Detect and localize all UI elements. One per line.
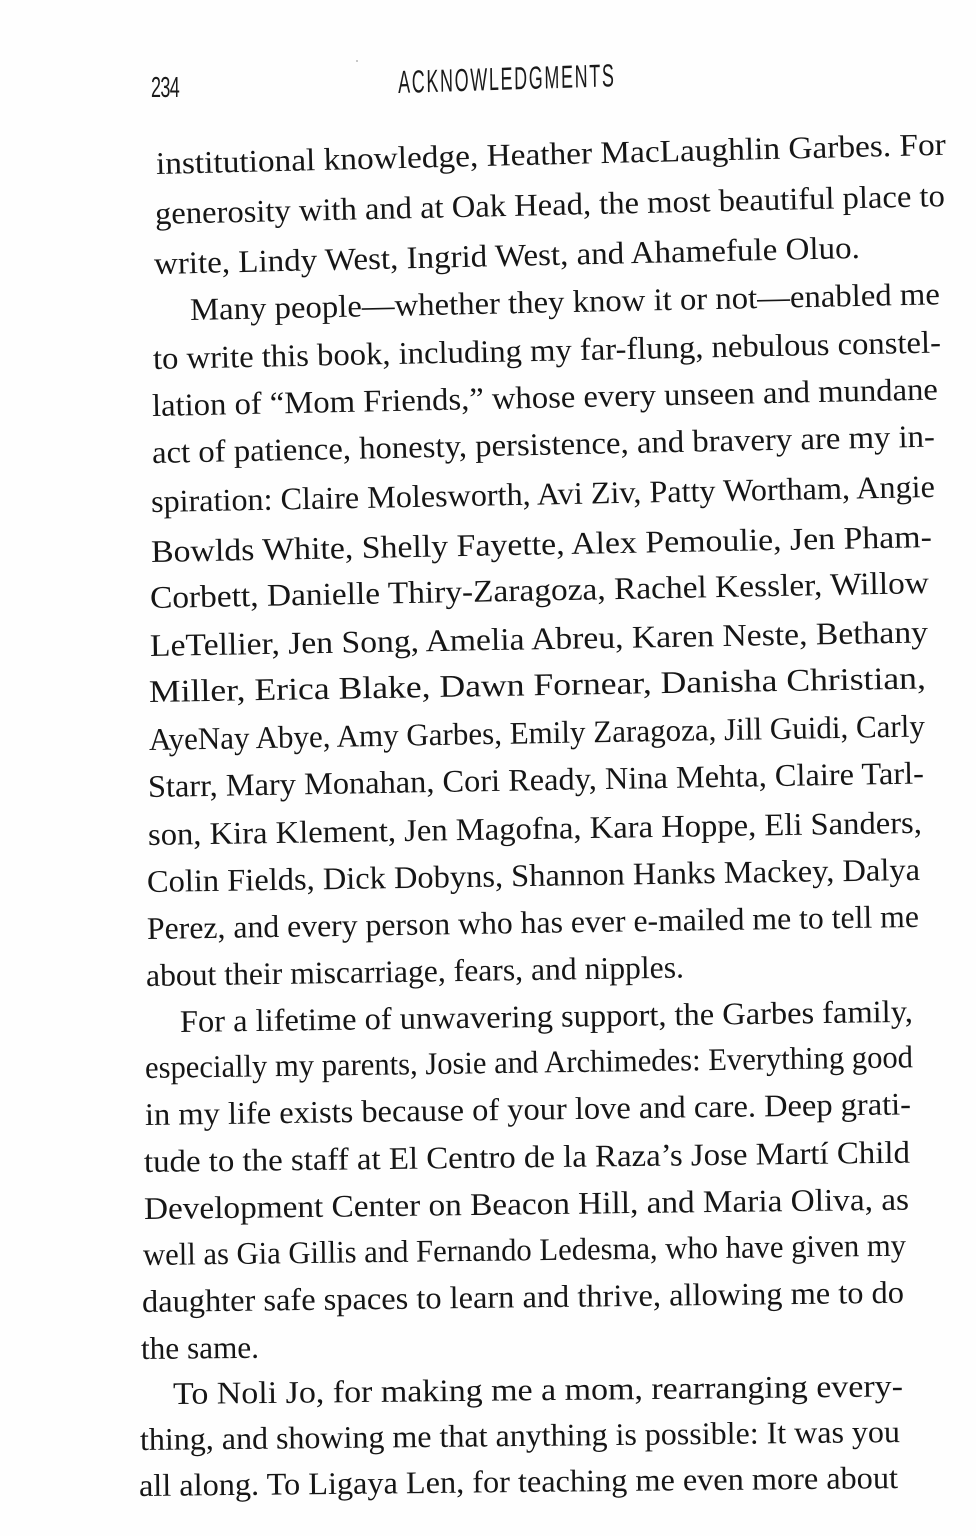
text-line: the same.	[140, 1329, 260, 1366]
text-line: institutional knowledge, Heather MacLaughlin Garbes. For	[155, 126, 947, 181]
scan-speck	[356, 60, 358, 62]
text-line: Development Center on Beacon Hill, and Maria Oliva, as	[143, 1181, 910, 1226]
text-line: act of patience, honesty, persistence, and bravery are my in-	[151, 418, 936, 470]
text-line: especially my parents, Josie and Archimedes: Everything good	[144, 1039, 914, 1085]
text-line: Corbett, Danielle Thiry-Zaragoza, Rachel Kessler, Willow	[149, 565, 930, 615]
text-line: Bowlds White, Shelly Fayette, Alex Pemoulie, Jen Pham-	[150, 519, 933, 569]
text-line: Colin Fields, Dick Dobyns, Shannon Hanks Mackey, Dalya	[146, 851, 921, 899]
page-header	[0, 58, 976, 108]
text-line: Many people—whether they know it or not—enabled me	[189, 276, 941, 327]
text-line: LeTellier, Jen Song, Amelia Abreu, Karen Neste, Bethany	[149, 614, 929, 663]
text-line: all along. To Ligaya Len, for teaching me even more about	[138, 1460, 899, 1503]
text-line: For a lifetime of unwavering support, the Garbes family,	[179, 993, 914, 1039]
text-line: son, Kira Klement, Jen Magofna, Kara Hoppe, Eli Sanders,	[147, 804, 923, 852]
text-line: AyeNay Abye, Amy Garbes, Emily Zaragoza, Jill Guidi, Carly	[148, 708, 926, 757]
text-line: write, Lindy West, Ingrid West, and Ahamefule Oluo.	[153, 229, 861, 281]
text-line: lation of “Mom Friends,” whose every unseen and mundane	[151, 371, 939, 423]
text-line: in my life exists because of your love and care. Deep grati-	[144, 1086, 912, 1132]
text-line: To Noli Jo, for making me a mom, rearranging every-	[172, 1368, 904, 1411]
text-line: to write this book, including my far-flung, nebulous constel-	[152, 324, 942, 376]
text-line: tude to the staff at El Centro de la Raza’s Jose Martí Child	[143, 1134, 911, 1179]
text-line: Perez, and every person who has ever e-mailed me to tell me	[146, 898, 920, 946]
text-line: spiration: Claire Molesworth, Avi Ziv, Patty Wortham, Angie	[150, 468, 936, 519]
page-number: 234	[151, 72, 180, 104]
text-line: Starr, Mary Monahan, Cori Ready, Nina Mehta, Claire Tarl-	[147, 755, 925, 804]
running-head: ACKNOWLEDGMENTS	[398, 57, 616, 100]
text-line: well as Gia Gillis and Fernando Ledesma, who have given my	[142, 1227, 907, 1272]
text-line: daughter safe spaces to learn and thrive, allowing me to do	[141, 1274, 905, 1319]
text-line: generosity with and at Oak Head, the most beautiful place to	[154, 178, 946, 231]
text-line: Miller, Erica Blake, Dawn Fornear, Danisha Christian,	[148, 660, 927, 709]
text-line: about their miscarriage, fears, and nipples.	[145, 949, 685, 993]
text-line: thing, and showing me that anything is possible: It was you	[139, 1414, 901, 1457]
